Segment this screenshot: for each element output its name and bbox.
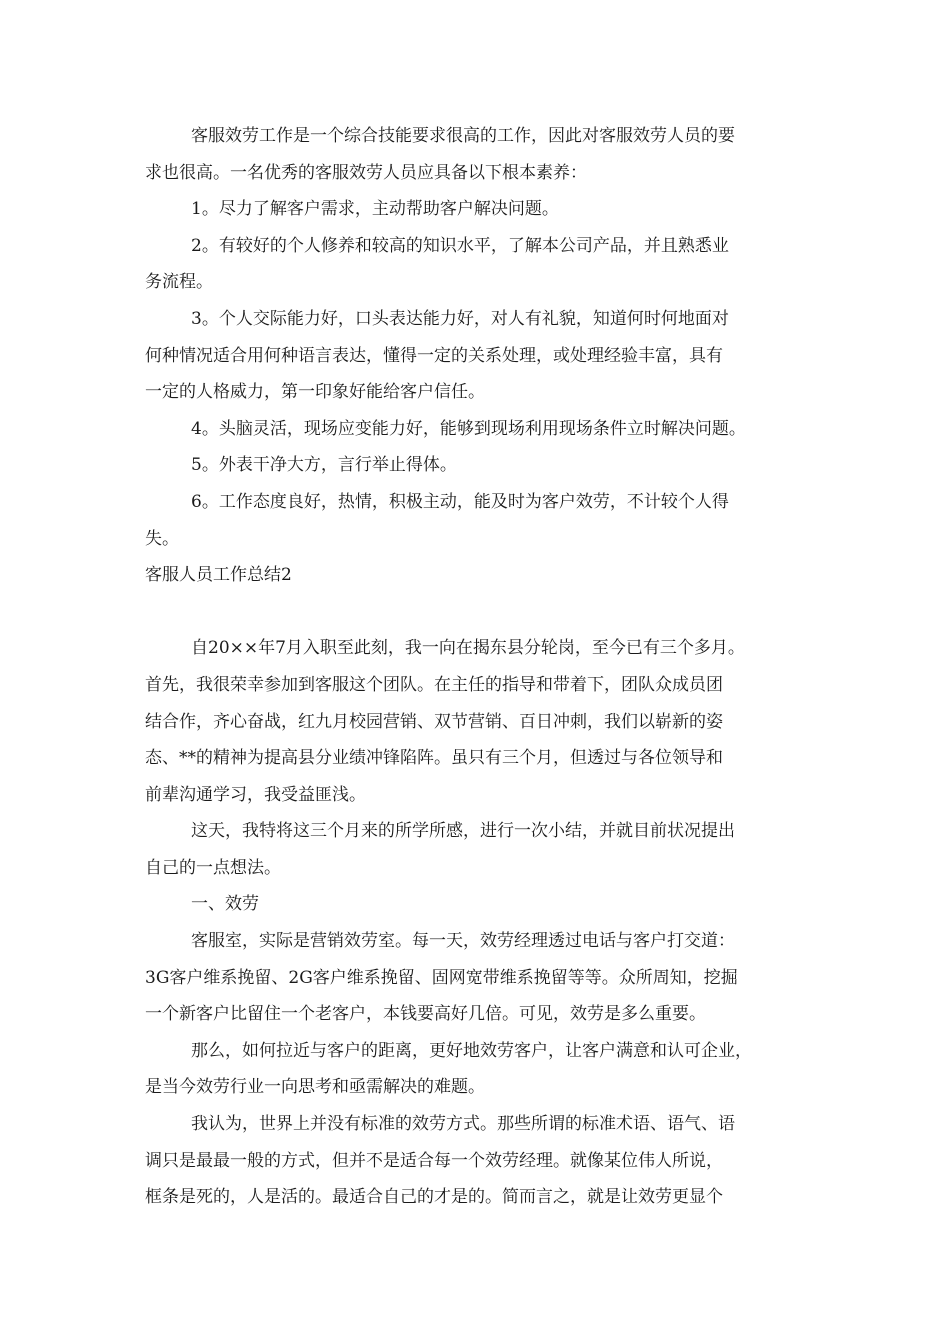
paragraph-line: 客服室，实际是营销效劳室。每一天，效劳经理透过电话与客户打交道：: [191, 931, 735, 952]
paragraph-line: 首先，我很荣幸参加到客服这个团队。在主任的指导和带着下，团队众成员团: [145, 674, 723, 695]
list-item-2: 2。有较好的个人修养和较高的知识水平，了解本公司产品，并且熟悉业: [191, 235, 729, 256]
paragraph-line: 那么，如何拉近与客户的距离，更好地效劳客户，让客户满意和认可企业，: [191, 1040, 752, 1061]
list-item-3: 3。个人交际能力好，口头表达能力好，对人有礼貌，知道何时何地面对: [191, 308, 729, 329]
paragraph-line: 调只是最最一般的方式，但并不是适合每一个效劳经理。就像某位伟人所说，: [145, 1150, 723, 1171]
blank-line: [145, 594, 810, 631]
subsection-heading: 一、效劳: [191, 894, 259, 915]
paragraph-line: 求也很高。一名优秀的客服效劳人员应具备以下根本素养：: [145, 162, 587, 183]
paragraph-line: 框条是死的，人是活的。最适合自己的才是的。简而言之，就是让效劳更显个: [145, 1187, 723, 1208]
paragraph-line: 务流程。: [145, 272, 213, 293]
paragraph-line: 前辈沟通学习，我受益匪浅。: [145, 784, 366, 805]
paragraph-line: 是当今效劳行业一向思考和亟需解决的难题。: [145, 1077, 485, 1098]
paragraph-line: 自20××年7月入职至此刻，我一向在揭东县分轮岗，至今已有三个多月。: [191, 638, 745, 659]
paragraph-line: 一定的人格威力，第一印象好能给客户信任。: [145, 382, 485, 403]
paragraph-line: 这天，我特将这三个月来的所学所感，进行一次小结，并就目前状况提出: [191, 821, 735, 842]
paragraph-line: 我认为，世界上并没有标准的效劳方式。那些所谓的标准术语、语气、语: [191, 1114, 735, 1135]
list-item-6: 6。工作态度良好，热情，积极主动，能及时为客户效劳，不计较个人得: [191, 491, 729, 512]
list-item-1: 1。尽力了解客户需求，主动帮助客户解决问题。: [191, 199, 559, 220]
paragraph-line: 结合作，齐心奋战，红九月校园营销、双节营销、百日冲刺，我们以崭新的姿: [145, 711, 723, 732]
list-item-5: 5。外表干净大方，言行举止得体。: [191, 455, 457, 476]
paragraph-line: 失。: [145, 528, 179, 549]
list-item-4: 4。头脑灵活，现场应变能力好，能够到现场利用现场条件立时解决问题。: [191, 418, 746, 439]
document-page: [145, 118, 810, 1216]
paragraph-line: 态、**的精神为提高县分业绩冲锋陷阵。虽只有三个月，但透过与各位领导和: [145, 748, 723, 769]
paragraph-line: 3G客户维系挽留、2G客户维系挽留、固网宽带维系挽留等等。众所周知，挖掘: [145, 967, 738, 988]
paragraph-line: 客服效劳工作是一个综合技能要求很高的工作，因此对客服效劳人员的要: [191, 126, 735, 146]
paragraph-line: 自己的一点想法。: [145, 857, 281, 878]
paragraph-line: 何种情况适合用何种语言表达，懂得一定的关系处理，或处理经验丰富，具有: [145, 345, 723, 366]
section-title: 客服人员工作总结2: [145, 565, 292, 586]
paragraph-line: 一个新客户比留住一个老客户，本钱要高好几倍。可见，效劳是多么重要。: [145, 1004, 706, 1025]
